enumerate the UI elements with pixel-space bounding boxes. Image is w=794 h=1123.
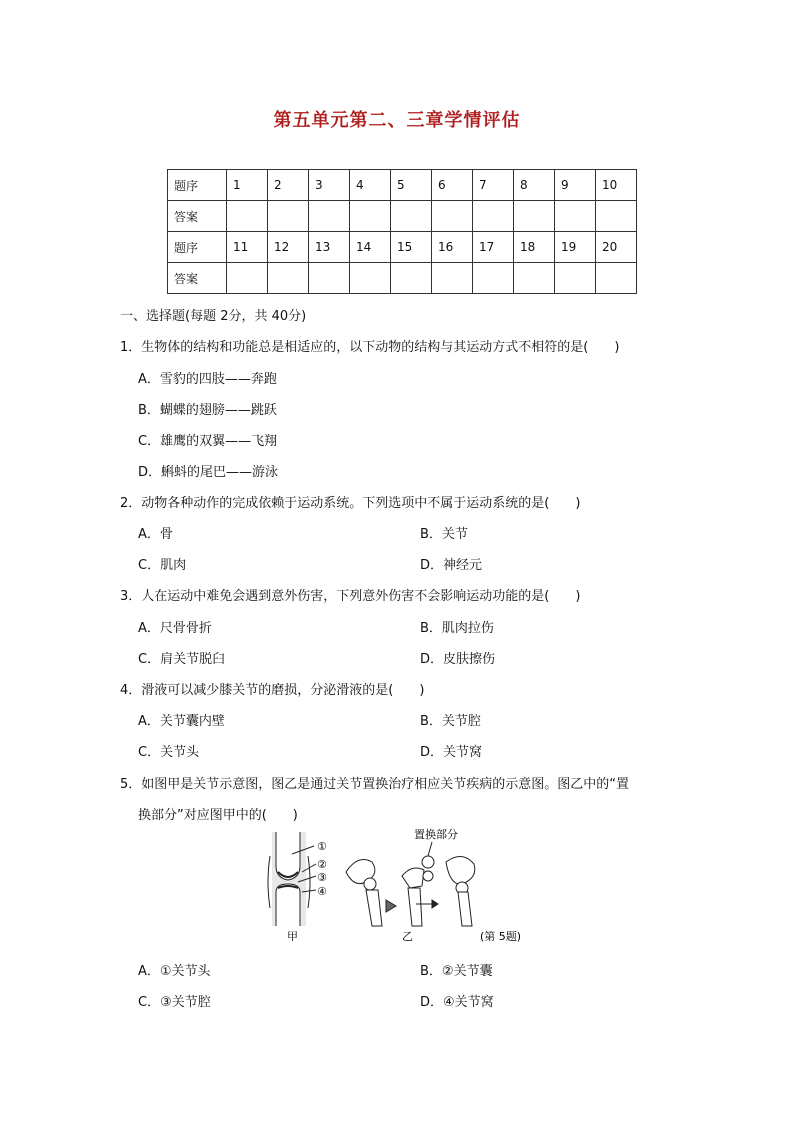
figure-caption: (第 5题) [480,930,522,943]
answer-cell[interactable] [596,201,637,232]
table-cell: 7 [473,170,514,201]
table-cell: 15 [391,232,432,263]
marker-2: ② [317,858,327,871]
question-2-option-c[interactable]: C．肌肉 [138,558,187,573]
question-5-option-d[interactable]: D．④关节窝 [420,995,494,1010]
table-cell: 12 [268,232,309,263]
page-title: 第五单元第二、三章学情评估 [273,110,521,131]
marker-1: ① [317,840,327,853]
answer-cell[interactable] [473,263,514,294]
answer-cell[interactable] [350,263,391,294]
joint-diagram-jia [268,832,316,926]
table-cell: 13 [309,232,350,263]
answer-cell[interactable] [514,263,555,294]
label-replace: 置换部分 [414,828,458,841]
question-2-option-d[interactable]: D．神经元 [420,558,483,573]
question-5-stem-line2: 换部分”对应图甲中的( ) [138,808,298,823]
table-cell: 3 [309,170,350,201]
question-1-stem: 1．生物体的结构和功能总是相适应的，以下动物的结构与其运动方式不相符的是( ) [120,340,620,355]
table-cell: 答案 [168,263,227,294]
question-1-option-d[interactable]: D．蝌蚪的尾巴——游泳 [138,465,279,480]
table-row [168,263,637,294]
table-cell: 17 [473,232,514,263]
question-2-option-a[interactable]: A．骨 [138,527,173,542]
question-5-option-a[interactable]: A．①关节头 [138,964,211,979]
question-1-option-a[interactable]: A．雪豹的四肢——奔跑 [138,372,277,387]
question-3-option-a[interactable]: A．尺骨骨折 [138,621,212,636]
answer-cell[interactable] [555,263,596,294]
question-2-stem: 2．动物各种动作的完成依赖于运动系统。下列选项中不属于运动系统的是( ) [120,496,581,511]
answer-table [167,169,637,294]
table-cell: 14 [350,232,391,263]
table-cell: 19 [555,232,596,263]
table-cell: 答案 [168,201,227,232]
table-cell: 6 [432,170,473,201]
question-3-stem: 3．人在运动中难免会遇到意外伤害，下列意外伤害不会影响运动功能的是( ) [120,589,581,604]
table-cell: 9 [555,170,596,201]
table-cell: 4 [350,170,391,201]
answer-cell[interactable] [596,263,637,294]
question-1-option-c[interactable]: C．雄鹰的双翼——飞翔 [138,434,278,449]
table-row [168,201,637,232]
question-2-option-b[interactable]: B．关节 [420,527,468,542]
question-3-option-b[interactable]: B．肌肉拉伤 [420,621,494,636]
section-header: 一、选择题(每题 2分，共 40分) [120,309,307,324]
answer-cell[interactable] [309,201,350,232]
question-4-option-c[interactable]: C．关节头 [138,745,200,760]
answer-cell[interactable] [432,201,473,232]
answer-cell[interactable] [309,263,350,294]
table-cell: 题序 [168,232,227,263]
hip-diagram-yi [346,842,475,926]
table-cell: 8 [514,170,555,201]
label-jia: 甲 [287,930,298,943]
question-5-stem-line1: 5．如图甲是关节示意图，图乙是通过关节置换治疗相应关节疾病的示意图。图乙中的“置 [120,777,630,792]
table-cell: 1 [227,170,268,201]
marker-3: ③ [317,871,327,884]
table-cell: 11 [227,232,268,263]
question-1-option-b[interactable]: B．蝴蝶的翅膀——跳跃 [138,403,277,418]
label-yi: 乙 [402,930,413,943]
answer-cell[interactable] [391,201,432,232]
question-3-option-d[interactable]: D．皮肤擦伤 [420,652,496,667]
question-5-option-b[interactable]: B．②关节囊 [420,964,493,979]
table-cell: 20 [596,232,637,263]
marker-4: ④ [317,885,327,898]
question-4-stem: 4．滑液可以减少膝关节的磨损，分泌滑液的是( ) [120,683,425,698]
table-cell: 题序 [168,170,227,201]
answer-cell[interactable] [432,263,473,294]
answer-cell[interactable] [514,201,555,232]
question-4-option-a[interactable]: A．关节囊内壁 [138,714,225,729]
table-cell: 2 [268,170,309,201]
answer-cell[interactable] [227,263,268,294]
question-3-option-c[interactable]: C．肩关节脱臼 [138,652,226,667]
question-4-option-d[interactable]: D．关节窝 [420,745,483,760]
table-cell: 5 [391,170,432,201]
answer-cell[interactable] [350,201,391,232]
joint-figure [262,826,542,948]
table-row [168,170,637,201]
table-cell: 18 [514,232,555,263]
table-cell: 10 [596,170,637,201]
answer-cell[interactable] [227,201,268,232]
answer-cell[interactable] [555,201,596,232]
table-cell: 16 [432,232,473,263]
question-4-option-b[interactable]: B．关节腔 [420,714,481,729]
question-5-option-c[interactable]: C．③关节腔 [138,995,211,1010]
answer-cell[interactable] [268,263,309,294]
answer-cell[interactable] [268,201,309,232]
answer-cell[interactable] [473,201,514,232]
answer-cell[interactable] [391,263,432,294]
table-row [168,232,637,263]
